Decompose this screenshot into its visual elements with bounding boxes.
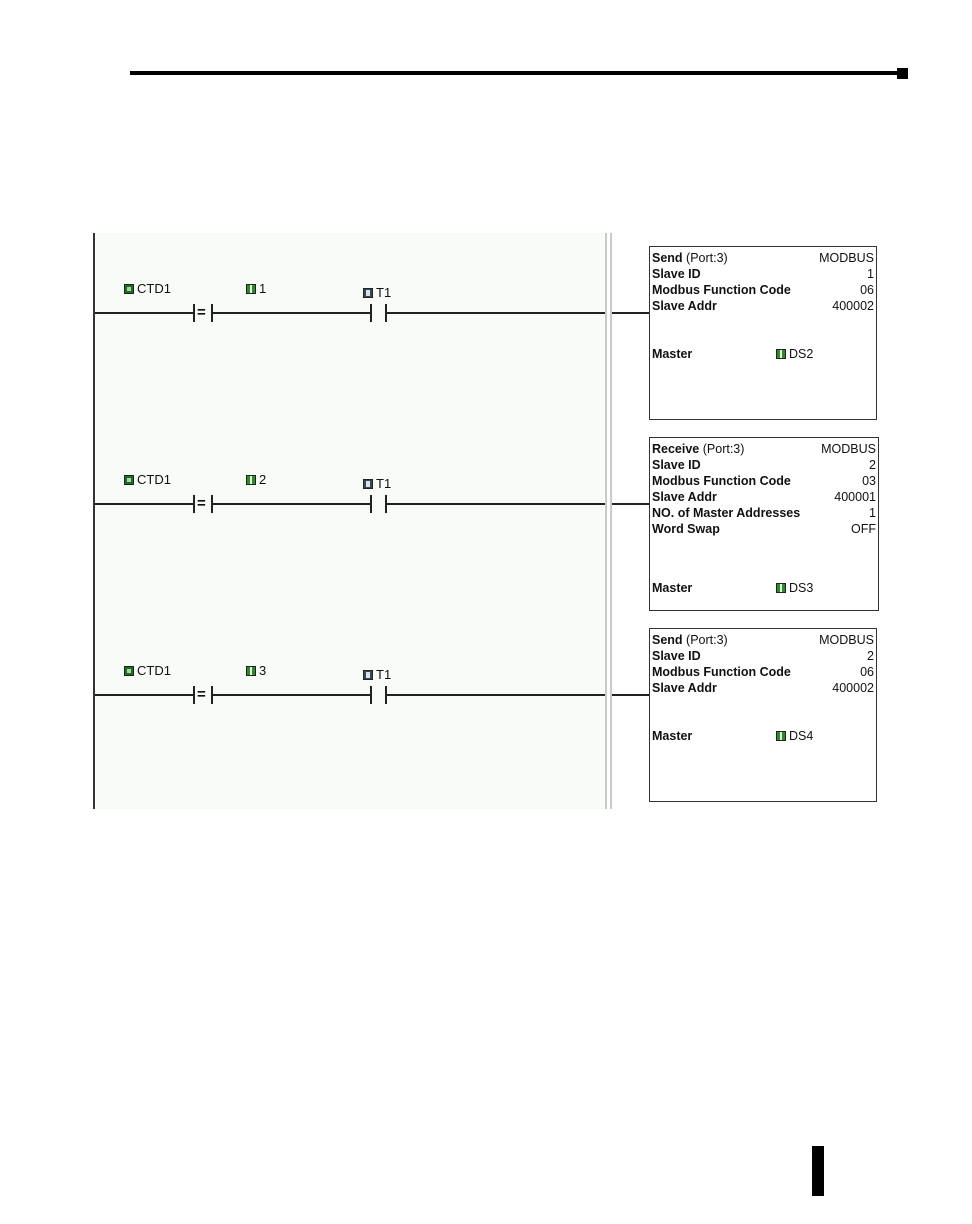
- counter-icon: [124, 284, 134, 294]
- contact-tag[interactable]: T1: [363, 667, 391, 683]
- compare-equal-contact[interactable]: =: [197, 686, 206, 703]
- output-rail: [610, 233, 612, 809]
- compare-equal-contact[interactable]: =: [197, 495, 206, 512]
- counter-tag[interactable]: CTD1: [124, 281, 171, 297]
- compare-equal-contact[interactable]: =: [197, 304, 206, 321]
- send-instruction-box[interactable]: Send (Port:3) MODBUS Slave ID 1 Modbus Function Code 06 Slave Addr 400002 Master DS2: [649, 246, 877, 420]
- page-tab-marker: [812, 1146, 824, 1196]
- integer-icon: [776, 349, 786, 359]
- integer-icon: [776, 583, 786, 593]
- counter-tag[interactable]: CTD1: [124, 472, 171, 488]
- compare-value[interactable]: 3: [246, 663, 266, 679]
- integer-icon: [776, 731, 786, 741]
- counter-tag[interactable]: CTD1: [124, 663, 171, 679]
- compare-value[interactable]: 1: [246, 281, 266, 297]
- integer-icon: [246, 284, 256, 294]
- output-rail: [605, 233, 607, 809]
- bit-icon: [363, 670, 373, 680]
- integer-icon: [246, 475, 256, 485]
- contact-tag[interactable]: T1: [363, 285, 391, 301]
- compare-value[interactable]: 2: [246, 472, 266, 488]
- bit-icon: [363, 479, 373, 489]
- integer-icon: [246, 666, 256, 676]
- send-instruction-box[interactable]: Send (Port:3) MODBUS Slave ID 2 Modbus Function Code 06 Slave Addr 400002 Master DS4: [649, 628, 877, 802]
- counter-icon: [124, 475, 134, 485]
- left-power-rail: [93, 233, 95, 809]
- counter-icon: [124, 666, 134, 676]
- contact-tag[interactable]: T1: [363, 476, 391, 492]
- bit-icon: [363, 288, 373, 298]
- receive-instruction-box[interactable]: Receive (Port:3) MODBUS Slave ID 2 Modbus Function Code 03 Slave Addr 400001 NO. of Master Addresses 1 Word Swap OFF Master DS3: [649, 437, 879, 611]
